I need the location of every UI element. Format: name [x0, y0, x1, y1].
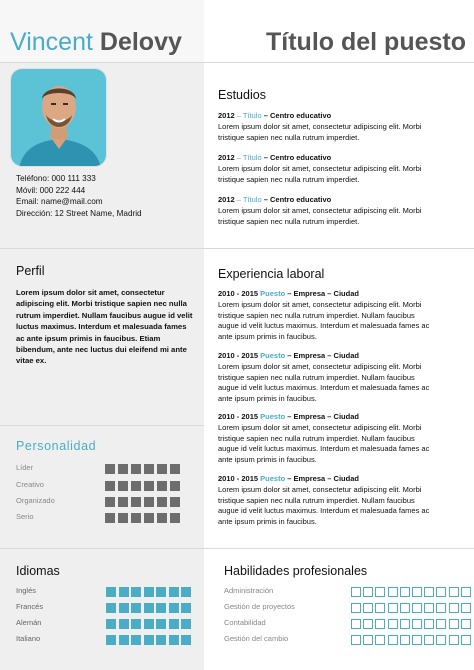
skill-level-square — [412, 603, 422, 613]
language-level-square — [169, 587, 179, 597]
trait-level-square — [118, 481, 128, 491]
contact-info — [16, 173, 142, 219]
skill-label: Gestión del cambio — [224, 634, 289, 643]
trait-level-square — [105, 497, 115, 507]
trait-row — [16, 512, 196, 523]
language-level-square — [106, 635, 116, 645]
job-entry — [218, 474, 434, 528]
first-name: Vincent — [10, 28, 93, 56]
language-level-square — [131, 587, 141, 597]
language-level-square — [106, 619, 116, 629]
trait-level-square — [105, 513, 115, 523]
job-period: 2010 - 2015 — [218, 289, 259, 298]
job-description: Lorem ipsum dolor sit amet, consectetur adipiscing elit. Morbi tristique sapien nec nulla rutrum imperdiet. Nullam faucibus augue id velit luctus maximus. Interdum et malesuada fames ac ante ipsum primis in faucibus. — [218, 484, 430, 527]
language-level-square — [131, 619, 141, 629]
languages-title: Idiomas — [16, 564, 60, 578]
language-level-square — [144, 635, 154, 645]
job-heading — [218, 412, 434, 423]
skill-level-square — [449, 603, 459, 613]
trait-row — [16, 463, 196, 474]
skill-level-square — [424, 635, 434, 645]
trait-level-square — [131, 513, 141, 523]
skill-level-square — [436, 635, 446, 645]
language-level-square — [181, 587, 191, 597]
skill-level-square — [400, 635, 410, 645]
experience-title: Experiencia laboral — [218, 267, 325, 281]
trait-row — [16, 480, 196, 491]
trait-level-square — [170, 464, 180, 474]
trait-label: Líder — [16, 463, 34, 472]
profile-photo — [10, 68, 107, 167]
skill-level-square — [449, 619, 459, 629]
study-degree: Título — [242, 195, 262, 204]
study-entry — [218, 153, 434, 185]
study-description: Lorem ipsum dolor sit amet, consectetur adipiscing elit. Morbi tristique sapien nec nulla rutrum imperdiet. — [218, 205, 422, 226]
language-level-square — [181, 603, 191, 613]
study-sep: – — [261, 111, 270, 120]
language-level-square — [106, 603, 116, 613]
skill-label: Administración — [224, 586, 274, 595]
trait-level-square — [131, 481, 141, 491]
study-description: Lorem ipsum dolor sit amet, consectetur adipiscing elit. Morbi tristique sapien nec nulla rutrum imperdiet. — [218, 121, 422, 142]
skill-level-square — [363, 587, 373, 597]
language-level-square — [119, 635, 129, 645]
study-year: 2012 — [218, 195, 235, 204]
job-description: Lorem ipsum dolor sit amet, consectetur adipiscing elit. Morbi tristique sapien nec nulla rutrum imperdiet. Nullam faucibus augue id velit luctus maximus. Interdum et malesuada fames ac ante ipsum primis in faucibus. — [218, 299, 430, 342]
job-position: Puesto — [260, 351, 286, 360]
job-company: – Empresa – Ciudad — [287, 351, 359, 360]
job-entry — [218, 412, 434, 466]
skill-level-square — [400, 587, 410, 597]
skill-level-square — [436, 603, 446, 613]
skill-level-square — [436, 587, 446, 597]
study-center: Centro educativo — [270, 111, 332, 120]
skill-level-square — [424, 603, 434, 613]
portrait-image — [11, 69, 107, 167]
job-company: – Empresa – Ciudad — [287, 412, 359, 421]
job-period: 2010 - 2015 — [218, 474, 259, 483]
skill-level-square — [461, 619, 471, 629]
skill-level-square — [449, 587, 459, 597]
language-level-square — [144, 587, 154, 597]
language-level-square — [181, 619, 191, 629]
skill-level-square — [388, 619, 398, 629]
job-position: Puesto — [260, 474, 286, 483]
trait-level-square — [157, 481, 167, 491]
study-heading — [218, 195, 434, 206]
language-level-square — [131, 635, 141, 645]
job-entry — [218, 289, 434, 343]
job-company: – Empresa – Ciudad — [287, 289, 359, 298]
study-entry — [218, 195, 434, 227]
job-heading — [218, 289, 434, 300]
skill-level-square — [363, 603, 373, 613]
trait-level-square — [105, 464, 115, 474]
trait-level-square — [131, 464, 141, 474]
skill-level-square — [375, 619, 385, 629]
study-dash: – — [234, 195, 243, 204]
study-heading — [218, 111, 434, 122]
skill-level-square — [351, 635, 361, 645]
job-description: Lorem ipsum dolor sit amet, consectetur adipiscing elit. Morbi tristique sapien nec nulla rutrum imperdiet. Nullam faucibus augue id velit luctus maximus. Interdum et malesuada fames ac ante ipsum primis in faucibus. — [218, 361, 430, 404]
divider — [0, 248, 204, 249]
language-level-square — [131, 603, 141, 613]
study-heading — [218, 153, 434, 164]
study-year: 2012 — [218, 111, 235, 120]
job-entry — [218, 351, 434, 405]
address: Dirección: 12 Street Name, Madrid — [16, 208, 142, 218]
language-level-square — [169, 635, 179, 645]
skill-level-square — [424, 619, 434, 629]
study-dash: – — [234, 153, 243, 162]
language-level-square — [144, 603, 154, 613]
skill-level-square — [375, 635, 385, 645]
studies-title: Estudios — [218, 88, 266, 102]
skill-level-square — [363, 635, 373, 645]
candidate-name — [10, 27, 182, 57]
language-label: Inglés — [16, 586, 37, 595]
trait-level-square — [157, 497, 167, 507]
trait-label: Creativo — [16, 480, 44, 489]
language-level-square — [156, 619, 166, 629]
study-entry — [218, 111, 434, 143]
skill-level-square — [351, 603, 361, 613]
profile-text: Lorem ipsum dolor sit amet, consectetur adipiscing elit. Morbi tristique sapien nec nulla rutrum imperdiet. Nullam faucibus augue id velit luctus maximus. Interdum et malesuada fames ac ante ipsum primis in faucibus. Etiam bibendum, ante nec luctus dui eleifend mi ante vitae ex. — [16, 288, 193, 366]
skill-level-square — [388, 587, 398, 597]
language-level-square — [144, 619, 154, 629]
skill-level-square — [400, 619, 410, 629]
trait-level-square — [105, 481, 115, 491]
skill-label: Gestión de proyectos — [224, 602, 295, 611]
skill-label: Contabilidad — [224, 618, 266, 627]
trait-label: Serio — [16, 512, 34, 521]
study-center: Centro educativo — [270, 153, 332, 162]
phone: Teléfono: 000 111 333 — [16, 174, 96, 183]
study-dash: – — [234, 111, 243, 120]
study-center: Centro educativo — [270, 195, 332, 204]
language-level-square — [106, 587, 116, 597]
skill-level-square — [351, 587, 361, 597]
study-sep: – — [261, 153, 270, 162]
personality-title: Personalidad — [16, 439, 97, 453]
skill-level-square — [461, 587, 471, 597]
job-title: Título del puesto — [266, 28, 466, 56]
trait-level-square — [170, 481, 180, 491]
study-description: Lorem ipsum dolor sit amet, consectetur adipiscing elit. Morbi tristique sapien nec nulla rutrum imperdiet. — [218, 163, 422, 184]
profile-title: Perfil — [16, 264, 45, 278]
mobile: Móvil: 000 222 444 — [16, 185, 86, 195]
job-company: – Empresa – Ciudad — [287, 474, 359, 483]
last-name: Delovy — [99, 28, 182, 56]
language-level-square — [181, 635, 191, 645]
job-position: Puesto — [260, 289, 286, 298]
trait-level-square — [170, 497, 180, 507]
trait-level-square — [144, 513, 154, 523]
divider — [0, 548, 474, 549]
language-label: Italiano — [16, 634, 41, 643]
trait-level-square — [144, 464, 154, 474]
job-heading — [218, 474, 434, 485]
skill-level-square — [388, 603, 398, 613]
trait-level-square — [170, 513, 180, 523]
language-level-square — [156, 603, 166, 613]
job-position: Puesto — [260, 412, 286, 421]
language-label: Alemán — [16, 618, 42, 627]
trait-level-square — [157, 464, 167, 474]
skill-level-square — [388, 635, 398, 645]
language-level-square — [156, 635, 166, 645]
trait-level-square — [131, 497, 141, 507]
language-label: Francés — [16, 602, 44, 611]
language-level-square — [119, 587, 129, 597]
trait-level-square — [144, 481, 154, 491]
job-description: Lorem ipsum dolor sit amet, consectetur adipiscing elit. Morbi tristique sapien nec nulla rutrum imperdiet. Nullam faucibus augue id velit luctus maximus. Interdum et malesuada fames ac ante ipsum primis in faucibus. — [218, 422, 430, 465]
divider — [0, 425, 204, 426]
trait-row — [16, 496, 196, 507]
trait-level-square — [157, 513, 167, 523]
job-period: 2010 - 2015 — [218, 351, 259, 360]
skill-level-square — [412, 587, 422, 597]
trait-level-square — [144, 497, 154, 507]
skills-title: Habilidades profesionales — [224, 564, 368, 578]
skill-level-square — [351, 619, 361, 629]
trait-level-square — [118, 497, 128, 507]
language-level-square — [119, 619, 129, 629]
header-divider — [0, 62, 474, 63]
trait-level-square — [118, 513, 128, 523]
language-level-square — [169, 603, 179, 613]
skill-level-square — [400, 603, 410, 613]
trait-label: Organizado — [16, 496, 55, 505]
language-level-square — [119, 603, 129, 613]
skill-level-square — [412, 619, 422, 629]
trait-level-square — [118, 464, 128, 474]
job-period: 2010 - 2015 — [218, 412, 259, 421]
study-degree: Título — [242, 153, 262, 162]
skill-level-square — [461, 603, 471, 613]
skill-level-square — [412, 635, 422, 645]
divider — [204, 248, 474, 249]
study-degree: Título — [242, 111, 262, 120]
job-heading — [218, 351, 434, 362]
email: Email: name@mail.com — [16, 197, 103, 206]
study-sep: – — [261, 195, 270, 204]
skill-level-square — [436, 619, 446, 629]
skill-level-square — [424, 587, 434, 597]
study-year: 2012 — [218, 153, 235, 162]
skill-level-square — [461, 635, 471, 645]
skill-level-square — [449, 635, 459, 645]
skill-level-square — [375, 603, 385, 613]
language-level-square — [169, 619, 179, 629]
skill-level-square — [375, 587, 385, 597]
skill-level-square — [363, 619, 373, 629]
language-level-square — [156, 587, 166, 597]
